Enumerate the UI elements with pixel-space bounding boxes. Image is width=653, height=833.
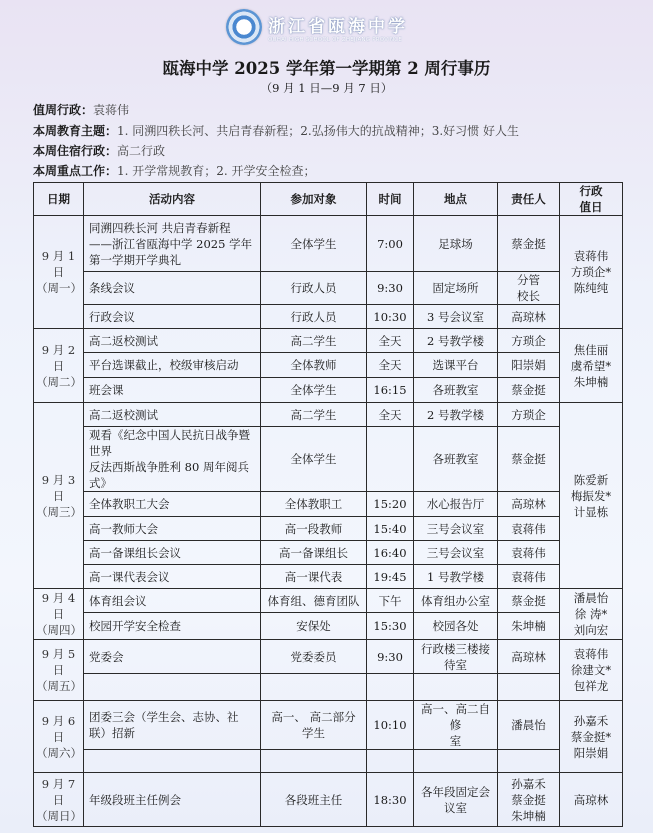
day-weekday: （周四） [36, 623, 82, 637]
event-time: 16:40 [367, 541, 414, 565]
header-duty: 行政 值日 [560, 183, 623, 216]
table-row [34, 750, 623, 773]
event-participants: 高一、 高二部分 学生 [261, 701, 367, 750]
duty-person: 陈纯纯 [573, 281, 609, 295]
event-time: 9:30 [367, 272, 414, 305]
table-row [34, 353, 623, 378]
table-row [34, 640, 623, 674]
day-date: 9 月 6 日 [41, 713, 76, 744]
event-place [414, 674, 498, 701]
event-time: 10:30 [367, 305, 414, 329]
day-weekday: （周二） [36, 374, 82, 389]
schedule-table [33, 182, 623, 827]
duty-cell [560, 403, 623, 589]
table-row [34, 305, 623, 329]
day-date: 9 月 2 日 [41, 342, 76, 373]
table-row [34, 272, 623, 305]
event-content: 高二返校测试 [84, 329, 261, 353]
event-content: 全体教职工大会 [84, 492, 261, 517]
event-participants: 全体教师 [261, 353, 367, 378]
day-cell [34, 216, 84, 329]
event-participants: 安保处 [261, 613, 367, 640]
duty-person: 方琐企* [570, 265, 612, 279]
event-time: 全天 [367, 353, 414, 378]
event-place: 体育组办公室 [414, 589, 498, 613]
event-owner: 方琐企 [498, 403, 560, 427]
admin-label: 值周行政： [33, 103, 94, 117]
duty-cell [560, 216, 623, 329]
event-place: 高一、高二自修 室 [414, 701, 498, 750]
day-cell [34, 640, 84, 701]
event-participants: 各段班主任 [261, 773, 367, 827]
duty-person: 高琼林 [573, 792, 609, 807]
event-participants: 高二学生 [261, 403, 367, 427]
duty-person: 计显栋 [573, 504, 609, 519]
day-weekday: （周三） [36, 504, 82, 519]
event-participants: 高一备课组长 [261, 541, 367, 565]
header-participants: 参加对象 [261, 183, 367, 216]
event-owner: 袁蒋伟 [498, 517, 560, 541]
day-cell [34, 589, 84, 640]
event-owner: 蔡金挺 [498, 216, 560, 272]
event-owner: 孙嘉禾 蔡金挺 朱坤楠 [498, 773, 560, 827]
duty-person: 阳崇娟 [573, 745, 609, 760]
event-place: 各班教室 [414, 427, 498, 492]
event-owner: 蔡金挺 [498, 589, 560, 613]
duty-person: 刘向宏 [573, 623, 609, 637]
event-place: 1 号教学楼 [414, 565, 498, 589]
duty-cell [560, 701, 623, 773]
event-owner: 蔡金挺 [498, 378, 560, 403]
event-participants [261, 674, 367, 701]
grade-label: 本周住宿行政： [33, 144, 118, 158]
table-row [34, 329, 623, 353]
table-row [34, 613, 623, 640]
event-owner: 潘晨怡 [498, 701, 560, 750]
event-owner: 高琼林 [498, 492, 560, 517]
event-content: 班会课 [84, 378, 261, 403]
event-content: 团委三会（学生会、志协、社 联）招新 [84, 701, 261, 750]
duty-person: 徐建文* [570, 663, 612, 677]
event-participants: 高二学生 [261, 329, 367, 353]
event-owner: 袁蒋伟 [498, 541, 560, 565]
event-participants: 全体学生 [261, 216, 367, 272]
page-title: 瓯海中学 2025 学年第一学期第 2 周行事历 [162, 59, 491, 78]
info-focus [33, 162, 316, 179]
event-participants: 体育组、德育团队 [261, 589, 367, 613]
info-admin [33, 101, 129, 118]
event-time: 15:30 [367, 613, 414, 640]
event-participants: 全体教职工 [261, 492, 367, 517]
event-participants [261, 750, 367, 773]
duty-person: 梅振发* [570, 488, 612, 503]
school-logo [226, 8, 408, 46]
day-weekday: （周五） [36, 679, 82, 693]
table-row [34, 216, 623, 272]
event-content: 高一教师大会 [84, 517, 261, 541]
info-grade [33, 142, 165, 159]
event-owner: 朱坤楠 [498, 613, 560, 640]
event-participants: 高一课代表 [261, 565, 367, 589]
header-date: 日期 [34, 183, 84, 216]
table-row [34, 492, 623, 517]
table-row [34, 565, 623, 589]
event-time: 18:30 [367, 773, 414, 827]
event-owner: 袁蒋伟 [498, 565, 560, 589]
event-time: 15:20 [367, 492, 414, 517]
event-time: 10:10 [367, 701, 414, 750]
event-place: 三号会议室 [414, 541, 498, 565]
event-content: 高一备课组长会议 [84, 541, 261, 565]
event-time: 19:45 [367, 565, 414, 589]
event-content: 校园开学安全检查 [84, 613, 261, 640]
event-content: 同溯四秩长河 共启青春新程 ——浙江省瓯海中学 2025 学年 第一学期开学典礼 [84, 216, 261, 272]
focus-label: 本周重点工作： [33, 164, 118, 178]
event-content: 体育组会议 [84, 589, 261, 613]
table-row [34, 541, 623, 565]
day-weekday: （周六） [36, 745, 82, 760]
event-content [84, 750, 261, 773]
theme-value: 1. 同溯四秩长河、共启青春新程；2.弘扬伟大的抗战精神；3.好习惯 好人生 [117, 124, 519, 138]
event-time: 全天 [367, 329, 414, 353]
duty-cell [560, 329, 623, 403]
day-cell [34, 403, 84, 589]
event-place: 校园各处 [414, 613, 498, 640]
event-content: 条线会议 [84, 272, 261, 305]
grade-value: 高二行政 [117, 144, 166, 158]
event-time: 7:00 [367, 216, 414, 272]
duty-person: 陈爱新 [573, 472, 609, 487]
event-owner [498, 750, 560, 773]
event-owner: 方琐企 [498, 329, 560, 353]
header-owner: 责任人 [498, 183, 560, 216]
header-content: 活动内容 [84, 183, 261, 216]
theme-label: 本周教育主题： [33, 124, 118, 138]
date-range: （9 月 1 日—9 月 7 日） [260, 81, 393, 95]
duty-cell [560, 773, 623, 827]
event-owner: 高琼林 [498, 305, 560, 329]
table-row [34, 674, 623, 701]
event-participants: 行政人员 [261, 305, 367, 329]
table-row [34, 378, 623, 403]
event-participants: 全体学生 [261, 427, 367, 492]
event-owner: 高琼林 [498, 640, 560, 674]
event-place: 2 号教学楼 [414, 403, 498, 427]
table-row [34, 427, 623, 492]
event-content: 高一课代表会议 [84, 565, 261, 589]
duty-person: 焦佳丽 [573, 342, 609, 357]
focus-value: 1. 开学常规教育；2. 开学安全检查； [117, 164, 316, 178]
event-owner: 蔡金挺 [498, 427, 560, 492]
event-place: 行政楼三楼接 待室 [414, 640, 498, 674]
table-row [34, 517, 623, 541]
event-place [414, 750, 498, 773]
logo-name: 浙江省瓯海中学 [268, 16, 408, 37]
schedule-body [34, 216, 623, 827]
event-participants: 高一段教师 [261, 517, 367, 541]
day-cell [34, 329, 84, 403]
event-owner: 阳崇娟 [498, 353, 560, 378]
day-weekday: （周一） [36, 281, 82, 295]
event-time: 16:15 [367, 378, 414, 403]
day-weekday: （周日） [36, 808, 82, 823]
duty-person: 虞希望* [570, 358, 612, 373]
day-cell [34, 773, 84, 827]
event-time: 9:30 [367, 640, 414, 674]
header-place: 地点 [414, 183, 498, 216]
header-row [34, 183, 623, 216]
event-place: 三号会议室 [414, 517, 498, 541]
day-cell [34, 701, 84, 773]
day-date: 9 月 7 日 [41, 776, 76, 807]
event-content: 党委会 [84, 640, 261, 674]
info-theme [33, 122, 519, 139]
day-date: 9 月 4 日 [41, 591, 76, 621]
event-time: 15:40 [367, 517, 414, 541]
event-owner: 分管 校长 [498, 272, 560, 305]
table-row [34, 589, 623, 613]
header-time: 时间 [367, 183, 414, 216]
day-date: 9 月 1 日 [41, 249, 76, 279]
event-time: 下午 [367, 589, 414, 613]
event-participants: 全体学生 [261, 378, 367, 403]
event-place: 各班教室 [414, 378, 498, 403]
event-content [84, 674, 261, 701]
school-seal-icon [226, 9, 262, 45]
event-place: 固定场所 [414, 272, 498, 305]
event-time [367, 750, 414, 773]
table-row [34, 403, 623, 427]
event-content: 高二返校测试 [84, 403, 261, 427]
table-row [34, 701, 623, 750]
table-row [34, 773, 623, 827]
day-date: 9 月 5 日 [41, 647, 76, 677]
logo-english-name: OUHAI HIGH SCHOOL OF ZHEJIANG PROVINCE [268, 36, 403, 43]
event-content: 平台选课截止，校级审核启动 [84, 353, 261, 378]
event-time [367, 674, 414, 701]
event-time [367, 427, 414, 492]
event-place: 水心报告厅 [414, 492, 498, 517]
event-time: 全天 [367, 403, 414, 427]
event-participants: 行政人员 [261, 272, 367, 305]
event-content: 观看《纪念中国人民抗日战争暨世界 反法西斯战争胜利 80 周年阅兵式》 [84, 427, 261, 492]
duty-person: 朱坤楠 [573, 374, 609, 389]
event-place: 2 号教学楼 [414, 329, 498, 353]
event-place: 足球场 [414, 216, 498, 272]
event-place: 选课平台 [414, 353, 498, 378]
duty-cell [560, 640, 623, 701]
event-participants: 党委委员 [261, 640, 367, 674]
event-place: 3 号会议室 [414, 305, 498, 329]
duty-person: 潘晨怡 [573, 591, 609, 605]
duty-person: 蔡金挺* [570, 729, 612, 744]
event-owner [498, 674, 560, 701]
duty-person: 袁蒋伟 [573, 647, 609, 661]
duty-person: 徐 涛* [574, 607, 608, 621]
duty-cell [560, 589, 623, 640]
event-place: 各年段固定会 议室 [414, 773, 498, 827]
event-content: 行政会议 [84, 305, 261, 329]
day-date: 9 月 3 日 [41, 472, 76, 503]
duty-person: 孙嘉禾 [573, 713, 609, 728]
event-content: 年级段班主任例会 [84, 773, 261, 827]
duty-person: 包祥龙 [573, 679, 609, 693]
duty-person: 袁蒋伟 [573, 249, 609, 263]
admin-value: 袁蒋伟 [93, 103, 130, 117]
